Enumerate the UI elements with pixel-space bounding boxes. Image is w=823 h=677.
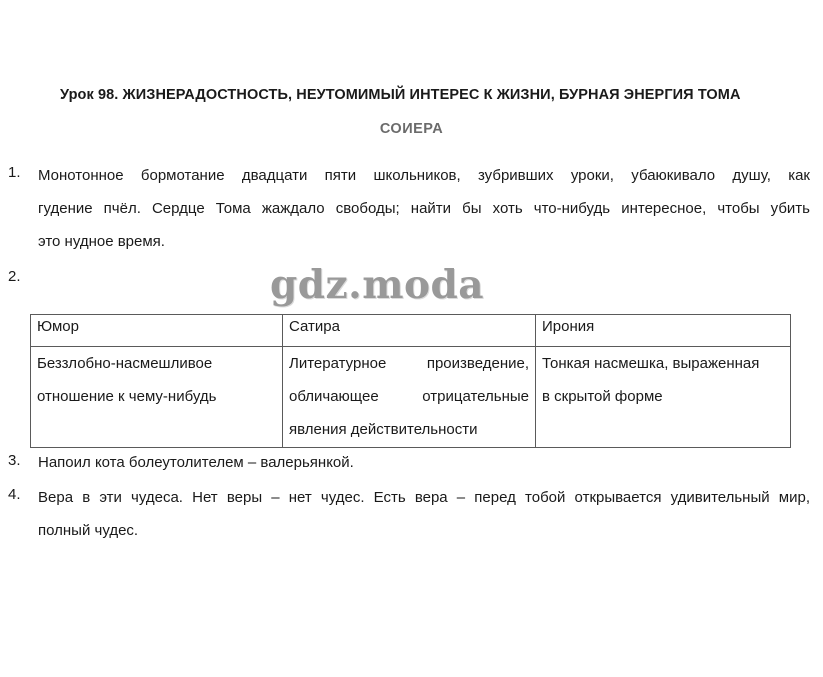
header-irony: Ирония [536,315,791,347]
cell-line: в скрытой форме [542,388,663,405]
cell-line: Тонкая насмешка, выраженная [542,355,760,372]
text-line: Напоил кота болеутолителем – валерьянкой. [38,454,354,471]
cell-satire [283,347,536,448]
text-line: Монотонное бормотание двадцати пяти школьников, зубривших уроки, убаюкивало душу, как [38,167,810,184]
header-humor: Юмор [31,315,283,347]
item-number-4: 4. [8,486,21,503]
text-line: это нудное время. [38,233,165,250]
cell-humor [31,347,283,448]
watermark-logo: gdz.moda [270,262,485,308]
cell-line: Беззлобно-насмешливое [37,355,213,372]
text-line: гудение пчёл. Сердце Тома жаждало свободы; найти бы хоть что-нибудь интересное, чтобы убить [38,200,810,217]
cell-line: отношение к чему-нибудь [37,388,217,405]
page-title: Урок 98. ЖИЗНЕРАДОСТНОСТЬ, НЕУТОМИМЫЙ ИНТЕРЕС К ЖИЗНИ, БУРНАЯ ЭНЕРГИЯ ТОМА [60,87,741,103]
text-line: полный чудес. [38,522,139,539]
item-number-2: 2. [8,268,21,285]
item-text-1 [38,159,810,258]
cell-line: Литературное произведение, [289,355,529,372]
table-row [31,347,791,448]
text-line: Вера в эти чудеса. Нет веры – нет чудес. Есть вера – перед тобой открывается удивительный мир, [38,489,810,506]
page-title-continuation: СОИЕРА [379,121,444,137]
cell-irony [536,347,791,448]
cell-line: явления действительности [289,421,478,438]
comparison-table [30,314,791,448]
item-number-3: 3. [8,452,21,469]
header-satire: Сатира [283,315,536,347]
table-header-row [31,315,791,347]
cell-line: обличающее отрицательные [289,388,529,405]
item-number-1: 1. [8,164,21,181]
item-text-3 [38,446,810,479]
item-text-4 [38,481,810,547]
